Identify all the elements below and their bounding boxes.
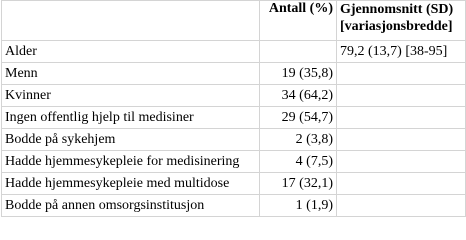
demographics-table (1, 0, 466, 217)
table-row (2, 85, 466, 107)
table-row (2, 129, 466, 151)
row-label: Hadde hjemmesykepleie med multidose (2, 173, 260, 195)
table-row (2, 151, 466, 173)
header-label (2, 1, 260, 41)
row-mean (337, 107, 466, 129)
table-header-row (2, 1, 466, 41)
row-mean (337, 85, 466, 107)
row-count: 19 (35,8) (260, 63, 337, 85)
row-mean: 79,2 (13,7) [38-95] (337, 41, 466, 63)
header-mean: Gjennomsnitt (SD) [variasjonsbredde] (337, 1, 466, 41)
row-label: Hadde hjemmesykepleie for medisinering (2, 151, 260, 173)
row-count: 29 (54,7) (260, 107, 337, 129)
row-label: Bodde på annen omsorgsinstitusjon (2, 195, 260, 217)
row-mean (337, 195, 466, 217)
row-label: Alder (2, 41, 260, 63)
table-row (2, 195, 466, 217)
row-label: Menn (2, 63, 260, 85)
table-row (2, 63, 466, 85)
row-count (260, 41, 337, 63)
row-mean (337, 63, 466, 85)
row-label: Ingen offentlig hjelp til medisiner (2, 107, 260, 129)
row-mean (337, 173, 466, 195)
row-count: 1 (1,9) (260, 195, 337, 217)
row-count: 2 (3,8) (260, 129, 337, 151)
row-label: Bodde på sykehjem (2, 129, 260, 151)
table-row (2, 173, 466, 195)
row-mean (337, 151, 466, 173)
row-count: 17 (32,1) (260, 173, 337, 195)
table-row (2, 107, 466, 129)
row-count: 4 (7,5) (260, 151, 337, 173)
row-mean (337, 129, 466, 151)
table-row (2, 41, 466, 63)
row-label: Kvinner (2, 85, 260, 107)
header-count: Antall (%) (260, 1, 337, 41)
row-count: 34 (64,2) (260, 85, 337, 107)
